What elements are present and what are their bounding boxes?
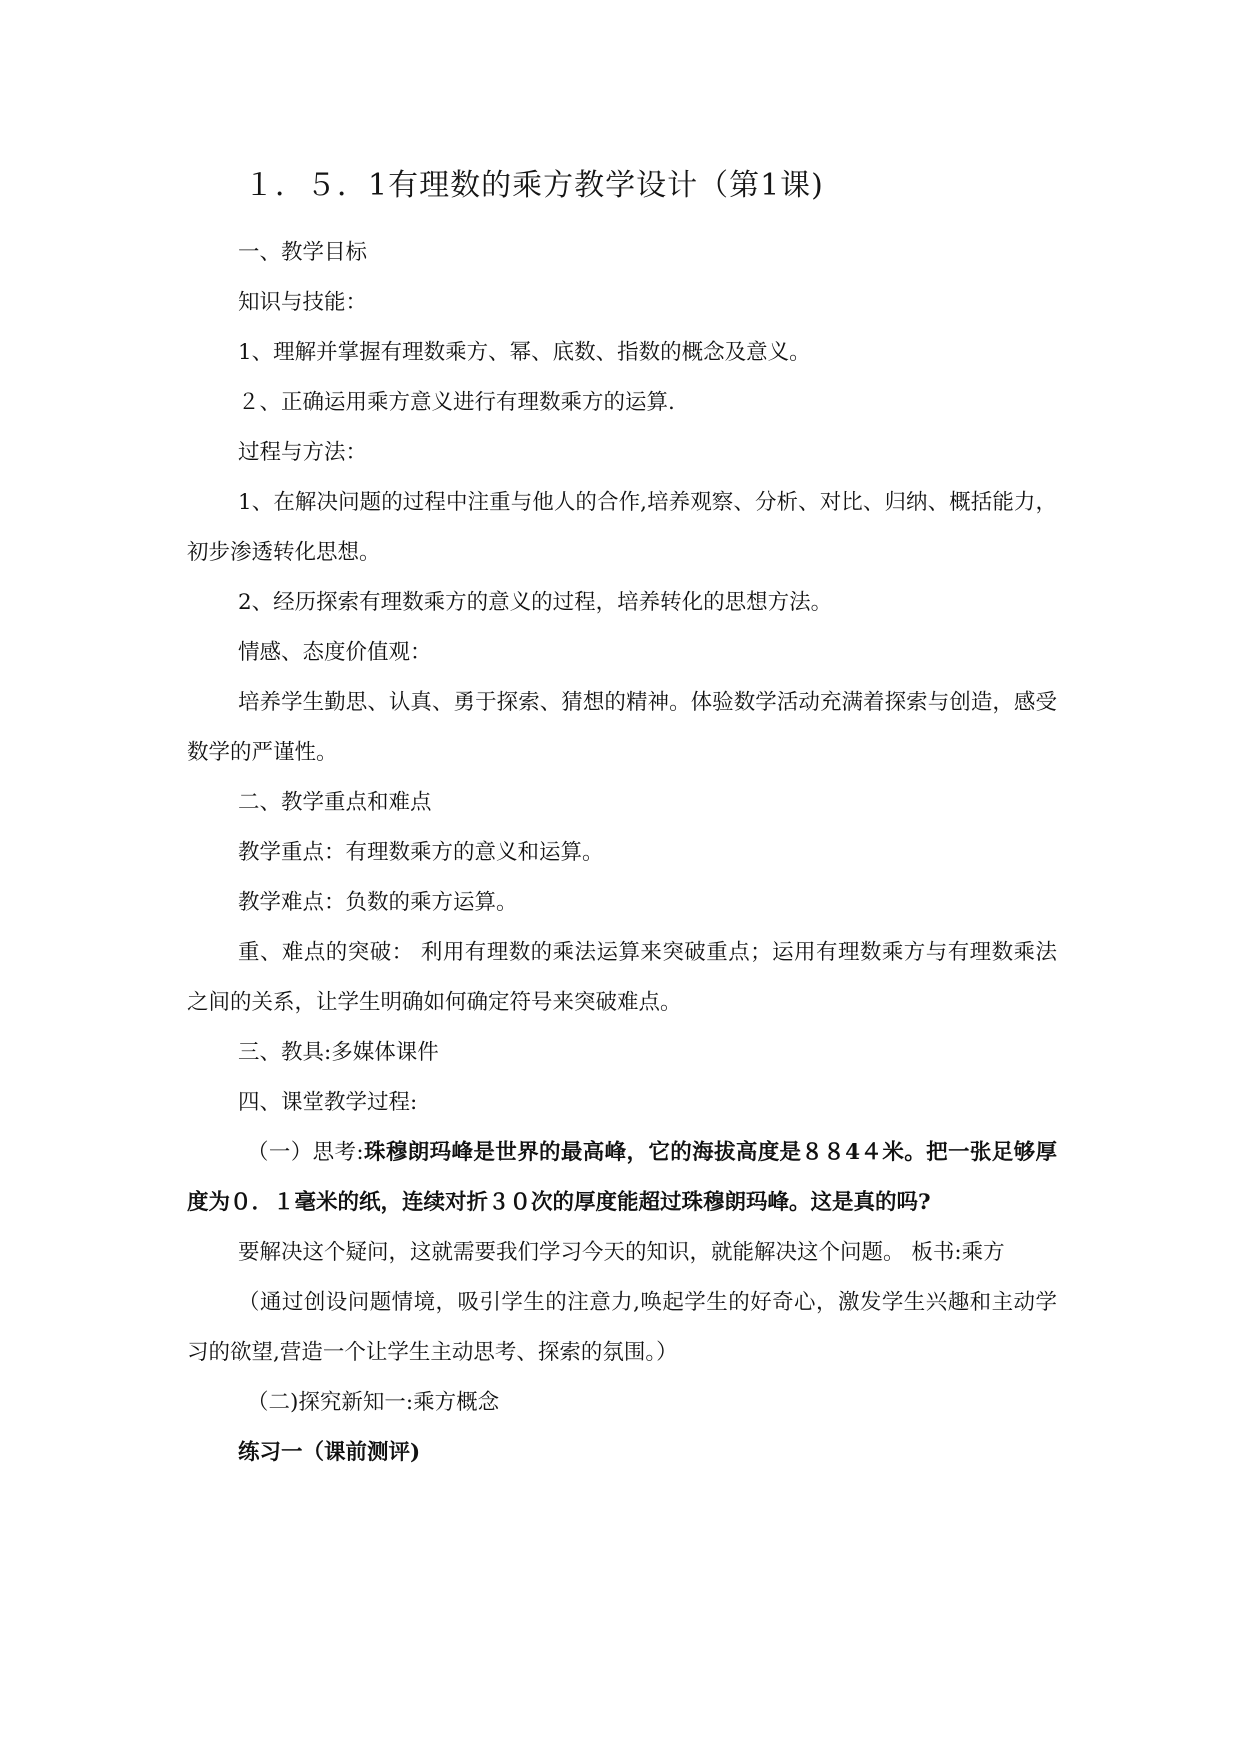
objective-item-2: ２、正确运用乘方意义进行有理数乘方的运算. <box>238 390 675 415</box>
difficulty-paragraph: 教学难点：负数的乘方运算。 <box>238 890 518 915</box>
section-heading-teaching-process: 四、课堂教学过程: <box>238 1090 418 1115</box>
subheading-knowledge-skills: 知识与技能： <box>238 290 368 315</box>
solve-doubt-paragraph: 要解决这个疑问，这就需要我们学习今天的知识，就能解决这个问题。 板书:乘方 <box>238 1240 1005 1265</box>
process-item-1: 1、在解决问题的过程中注重与他人的合作,培养观察、分析、对比、归纳、概括能力，初步渗透转化思想。 <box>187 490 1057 565</box>
design-intent-paragraph: （通过创设问题情境，吸引学生的注意力,唤起学生的好奇心，激发学生兴趣和主动学习的欲望,营造一个让学生主动思考、探索的氛围。） <box>187 1290 1057 1365</box>
subheading-process-methods: 过程与方法： <box>238 440 368 465</box>
section-heading-key-points: 二、教学重点和难点 <box>238 790 432 815</box>
document-body <box>187 228 1057 1478</box>
thinking-question-paragraph <box>187 1128 1057 1228</box>
document-title: １．５．1有理数的乘方教学设计（第1课) <box>244 168 824 203</box>
subheading-attitudes-values: 情感、态度价值观： <box>238 640 432 665</box>
explore-heading: （二)探究新知一:乘方概念 <box>247 1390 500 1415</box>
breakthrough-paragraph: 重、难点的突破： 利用有理数的乘法运算来突破重点；运用有理数乘方与有理数乘法之间的关系，让学生明确如何确定符号来突破难点。 <box>187 940 1057 1015</box>
section-heading-teaching-aids: 三、教具:多媒体课件 <box>238 1040 439 1065</box>
attitudes-paragraph: 培养学生勤思、认真、勇于探索、猜想的精神。体验数学活动充满着探索与创造，感受数学的严谨性。 <box>187 690 1057 765</box>
section-heading-objectives: 一、教学目标 <box>238 240 368 265</box>
objective-item-1: 1、理解并掌握有理数乘方、幂、底数、指数的概念及意义。 <box>238 340 811 365</box>
key-point-paragraph: 教学重点：有理数乘方的意义和运算。 <box>238 840 604 865</box>
thinking-prefix: （一）思考: <box>247 1140 364 1165</box>
process-item-2: 2、经历探索有理数乘方的意义的过程，培养转化的思想方法。 <box>238 590 833 615</box>
exercise-heading: 练习一（课前测评) <box>238 1440 421 1465</box>
thinking-question-text: 珠穆朗玛峰是世界的最高峰，它的海拔高度是８８4４米。把一张足够厚度为０．１毫米的纸，连续对折３０次的厚度能超过珠穆朗玛峰。这是真的吗? <box>187 1140 1057 1215</box>
